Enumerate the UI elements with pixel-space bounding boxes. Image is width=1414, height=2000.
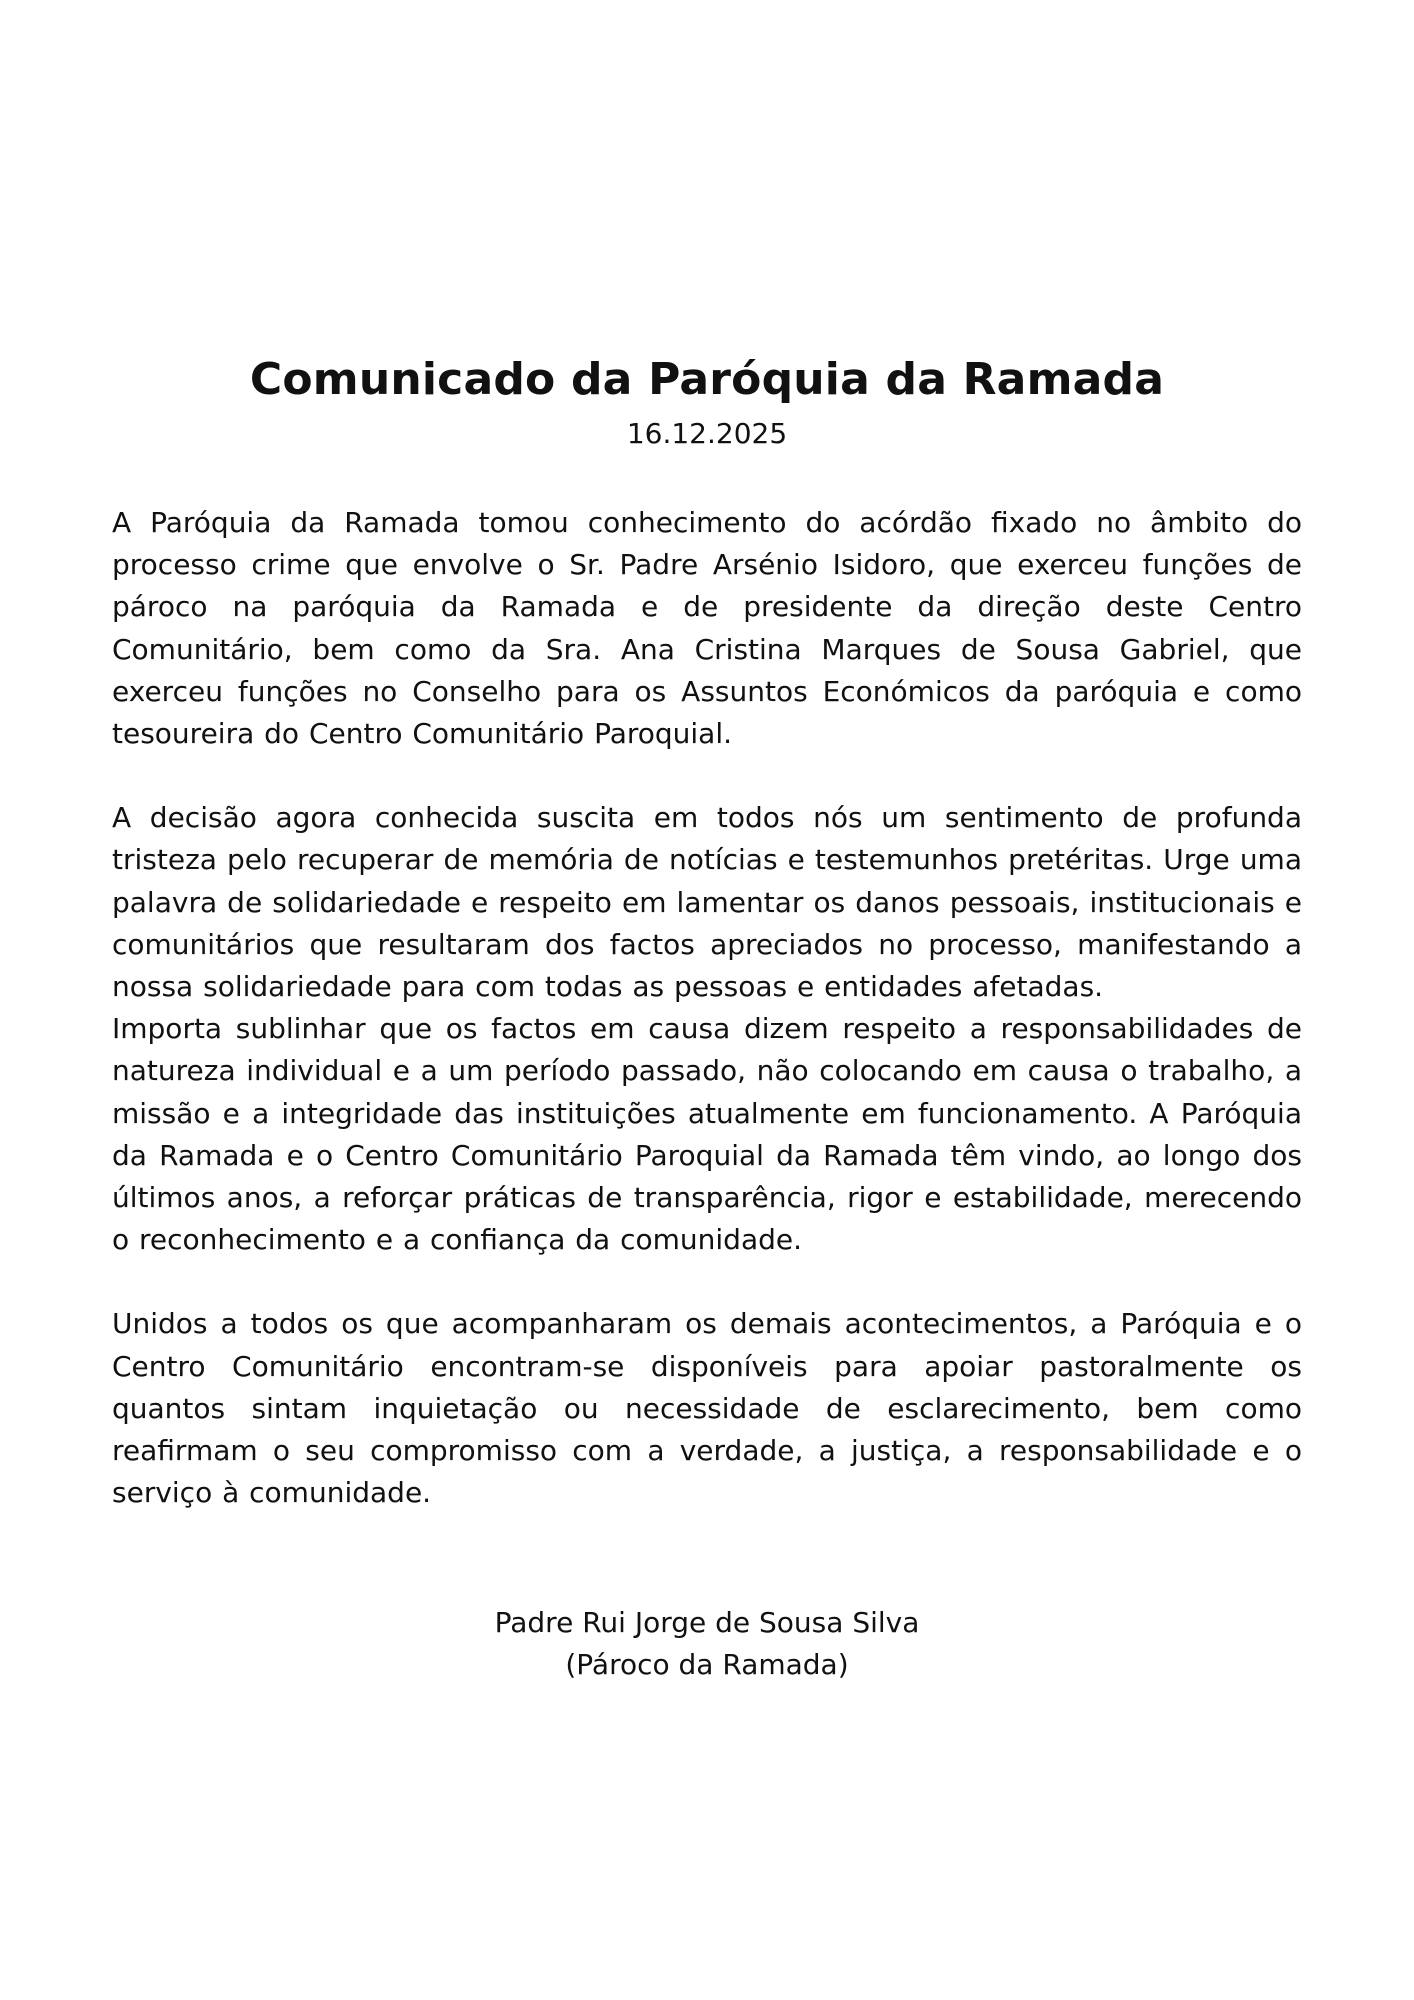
document-date: 16.12.2025 xyxy=(626,417,788,450)
paragraph-1: A Paróquia da Ramada tomou conhecimento do acórdão fixado no âmbito do processo crime que envolve o Sr. Padre Arsénio Isidoro, que exerceu funções de pároco na paróquia da Ramada e de presidente da direção deste Centro Comunitário, bem como da Sra. Ana Cristina Marques de Sousa Gabriel, que exerceu funções no Conselho para os Assuntos Económicos da paróquia e como tesoureira do Centro Comunitário Paroquial. xyxy=(112,506,1302,751)
paragraph-4: Unidos a todos os que acompanharam os demais acontecimentos, a Paróquia e o Centro Comunitário encontram-se disponíveis para apoiar pastoralmente os quantos sintam inquietação ou necessidade de esclarecimento, bem como reafirmam o seu compromisso com a verdade, a justiça, a responsabilidade e o serviço à comunidade. xyxy=(112,1307,1302,1510)
signature-name: Padre Rui Jorge de Sousa Silva xyxy=(494,1606,920,1639)
paragraph-gap xyxy=(112,755,1302,797)
signature-role: (Pároco da Ramada) xyxy=(565,1648,849,1681)
document-body xyxy=(112,502,1302,1514)
signature-block xyxy=(0,1602,1414,1686)
paragraph-3: Importa sublinhar que os factos em causa dizem respeito a responsabilidades de natureza individual e a um período passado, não colocando em causa o trabalho, a missão e a integridade das instituições atualmente em funcionamento. A Paróquia da Ramada e o Centro Comunitário Paroquial da Ramada têm vindo, ao longo dos últimos anos, a reforçar práticas de transparência, rigor e estabilidade, merecendo o reconhecimento e a confiança da comunidade. xyxy=(112,1012,1302,1257)
document-title: Comunicado da Paróquia da Ramada xyxy=(249,354,1165,405)
paragraph-2: A decisão agora conhecida suscita em todos nós um sentimento de profunda tristeza pelo recuperar de memória de notícias e testemunhos pretéritas. Urge uma palavra de solidariedade e respeito em lamentar os danos pessoais, institucionais e comunitários que resultaram dos factos apreciados no processo, manifestando a nossa solidariedade para com todas as pessoas e entidades afetadas. xyxy=(112,801,1302,1004)
paragraph-gap xyxy=(112,1261,1302,1303)
